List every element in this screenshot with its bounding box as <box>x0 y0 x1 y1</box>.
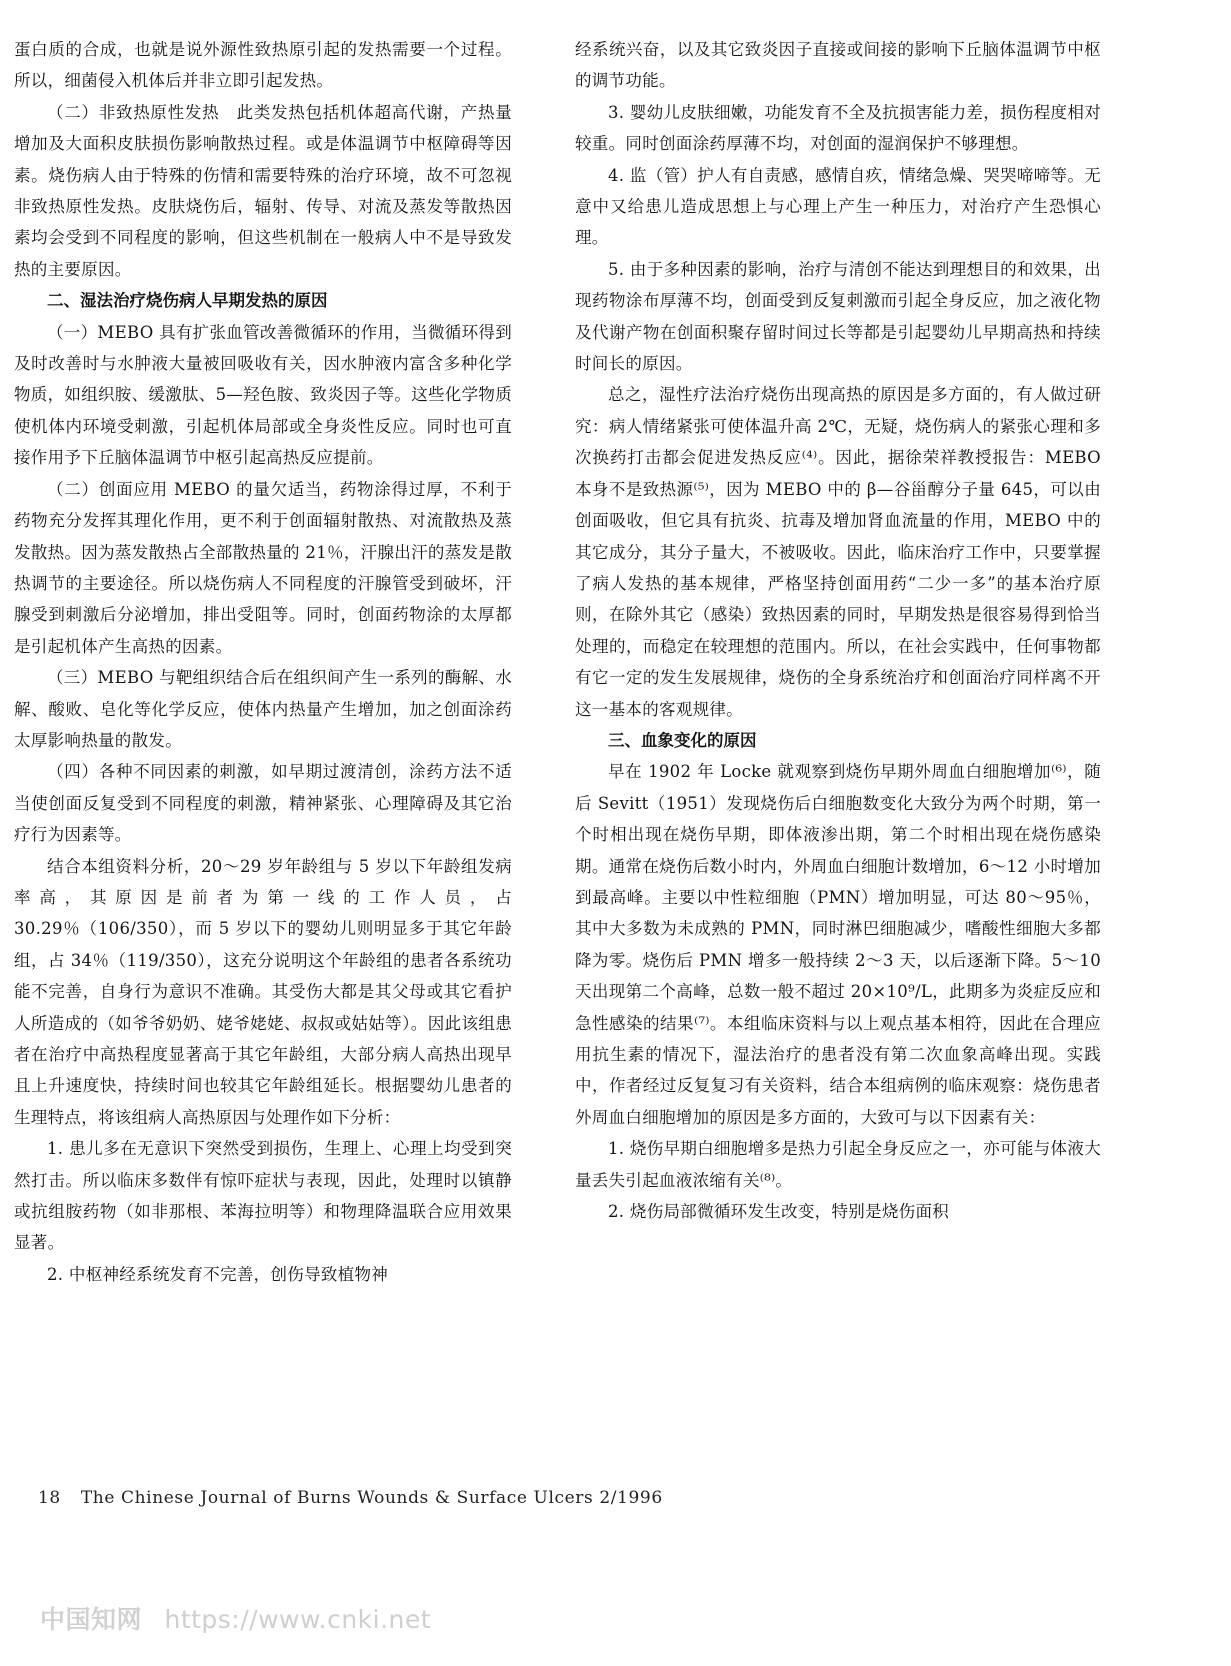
paragraph: 1. 患儿多在无意识下突然受到损伤，生理上、心理上均受到突然打击。所以临床多数伴有惊吓症状与表现，因此，处理时以镇静或抗组胺药物（如非那根、苯海拉明等）和物理降温联合应用效果显著。 <box>14 1139 512 1253</box>
paragraph: （二）非致热原性发热 此类发热包括机体超高代谢，产热量增加及大面积皮肤损伤影响散热过程。或是体温调节中枢障碍等因素。烧伤病人由于特殊的伤情和需要特殊的治疗环境，故不可忽视非致热原性发热。皮肤烧伤后，辐射、传导、对流及蒸发等散热因素均会受到不同程度的影响，但这些机制在一般病人中不是导致发热的主要原因。 <box>14 102 512 279</box>
paragraph: （三）MEBO 与靶组织结合后在组织间产生一系列的酶解、水解、酸败、皂化等化学反应，使体内热量产生增加，加之创面涂药太厚影响热量的散发。 <box>14 668 512 750</box>
journal-citation: The Chinese Journal of Burns Wounds & Surface Ulcers 2/1996 <box>80 1488 663 1508</box>
paragraph: 早在 1902 年 Locke 就观察到烧伤早期外周血白细胞增加⁽⁶⁾，随后 Sevitt（1951）发现烧伤后白细胞数变化大致分为两个时期，第一个时相出现在烧伤早期，即体液渗出期，第二个时相出现在烧伤感染期。通常在烧伤后数小时内，外周血白细胞计数增加，6～12 小时增加到最高峰。主要以中性粒细胞（PMN）增加明显，可达 80～95％，其中大多数为未成熟的 PMN，同时淋巴细胞减少，嗜酸性细胞大多都降为零。烧伤后 PMN 增多一般持续 2～3 天，以后逐渐下降。5～10 天出现第二个高峰，总数一般不超过 20×10⁹/L，此期多为炎症反应和急性感染的结果⁽⁷⁾。本组临床资料与以上观点基本相符，因此在合理应用抗生素的情况下，湿法治疗的患者没有第二次血象高峰出现。实践中，作者经过反复复习有关资料，结合本组病例的临床观察：烧伤患者外周血白细胞增加的原因是多方面的，大致可与以下因素有关： <box>575 762 1101 1127</box>
paragraph: 蛋白质的合成，也就是说外源性致热原引起的发热需要一个过程。所以，细菌侵入机体后并非立即引起发热。 <box>14 40 512 91</box>
watermark-brand: 中国知网 <box>40 1605 143 1634</box>
section-heading: 二、湿法治疗烧伤病人早期发热的原因 <box>47 291 328 311</box>
paragraph: 经系统兴奋，以及其它致炎因子直接或间接的影响下丘脑体温调节中枢的调节功能。 <box>575 40 1101 91</box>
paragraph: 1. 烧伤早期白细胞增多是热力引起全身反应之一，亦可能与体液大量丢失引起血液浓缩有关⁽⁸⁾。 <box>575 1139 1101 1190</box>
cnki-watermark <box>40 1600 431 1636</box>
left-column <box>14 34 512 1290</box>
paragraph: 2. 中枢神经系统发育不完善，创伤导致植物神 <box>47 1264 389 1284</box>
paragraph: 4. 监（管）护人有自责感，感情自疚，情绪急燥、哭哭啼啼等。无意中又给患儿造成思想上与心理上产生一种压力，对治疗产生恐惧心理。 <box>575 165 1101 248</box>
paragraph: 总之，湿性疗法治疗烧伤出现高热的原因是多方面的，有人做过研究：病人情绪紧张可使体温升高 2℃，无疑，烧伤病人的紧张心理和多次换药打击都会促进发热反应⁽⁴⁾。因此，据徐荣祥教授报告：MEBO 本身不是致热源⁽⁵⁾，因为 MEBO 中的 β—谷甾醇分子量 645，可以由创面吸收，但它具有抗炎、抗毒及增加肾血流量的作用，MEBO 中的其它成分，其分子量大，不被吸收。因此，临床治疗工作中，只要掌握了病人发热的基本规律，严格坚持创面用药“二少一多”的基本治疗原则，在除外其它（感染）致热因素的同时，早期发热是很容易得到恰当处理的，而稳定在较理想的范围内。所以，在社会实践中，任何事物都有它一定的发生发展规律，烧伤的全身系统治疗和创面治疗同样离不开这一基本的客观规律。 <box>575 385 1101 719</box>
section-heading: 三、血象变化的原因 <box>608 730 757 750</box>
watermark-url: https://www.cnki.net <box>164 1605 432 1634</box>
paragraph: 3. 婴幼儿皮肤细嫩，功能发育不全及抗损害能力差，损伤程度相对较重。同时创面涂药厚薄不均，对创面的湿润保护不够理想。 <box>575 102 1101 154</box>
paragraph: 结合本组资料分析，20～29 岁年龄组与 5 岁以下年龄组发病率高，其原因是前者为第一线的工作人员，占 30.29％（106/350），而 5 岁以下的婴幼儿则明显多于其它年龄组，占 34％（119/350），这充分说明这个年龄组的患者各系统功能不完善，自身行为意识不准确。其受伤大都是其父母或其它看护人所造成的（如爷爷奶奶、姥爷姥姥、叔叔或姑姑等）。因此该组患者在治疗中高热程度显著高于其它年龄组，大部分病人高热出现早且上升速度快，持续时间也较其它年龄组延长。根据婴幼儿患者的生理特点，将该组病人高热原因与处理作如下分析： <box>14 856 512 1127</box>
paragraph: （四）各种不同因素的刺激，如早期过渡清创，涂药方法不适当使创面反复受到不同程度的刺激，精神紧张、心理障碍及其它治疗行为因素等。 <box>14 762 512 845</box>
page-number: 18 <box>38 1488 61 1508</box>
paragraph: （二）创面应用 MEBO 的量欠适当，药物涂得过厚，不利于药物充分发挥其理化作用，更不利于创面辐射散热、对流散热及蒸发散热。因为蒸发散热占全部散热量的 21％，汗腺出汗的蒸发是散热调节的主要途径。所以烧伤病人不同程度的汗腺管受到破坏，汗腺受到刺激后分泌增加，排出受阻等。同时，创面药物涂的太厚都是引起机体产生高热的因素。 <box>14 479 512 656</box>
paragraph: 5. 由于多种因素的影响，治疗与清创不能达到理想目的和效果，出现药物涂布厚薄不均，创面受到反复刺激而引起全身反应，加之液化物及代谢产物在创面积聚存留时间过长等都是引起婴幼儿早期高热和持续时间长的原因。 <box>575 259 1101 374</box>
page-footer <box>38 1488 663 1508</box>
paragraph: （一）MEBO 具有扩张血管改善微循环的作用，当微循环得到及时改善时与水肿液大量被回吸收有关，因水肿液内富含多种化学物质，如组织胺、缓激肽、5—羟色胺、致炎因子等。这些化学物质使机体内环境受刺激，引起机体局部或全身炎性反应。同时也可直接作用予下丘脑体温调节中枢引起高热反应提前。 <box>14 322 512 468</box>
right-column <box>575 34 1101 1227</box>
paragraph: 2. 烧伤局部微循环发生改变，特别是烧伤面积 <box>608 1202 950 1222</box>
